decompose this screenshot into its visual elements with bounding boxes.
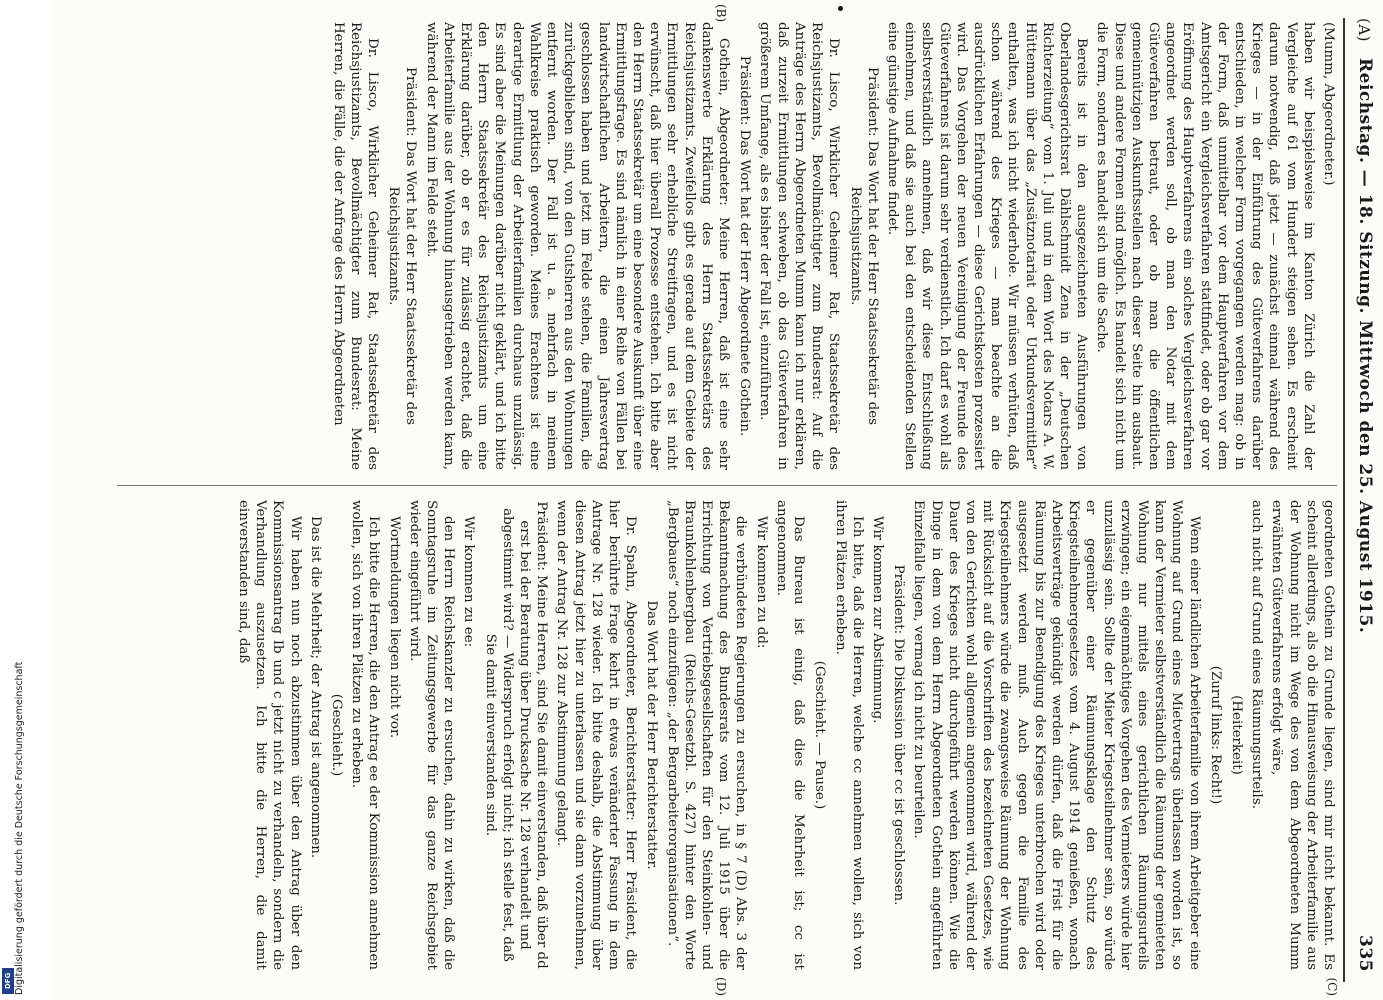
digitization-credit-strip: [0, 0, 25, 1000]
paragraph: (Heiterkeit): [1228, 695, 1244, 775]
paragraph: Präsident: Das Wort hat der Herr Staatssekretär des Reichsjustizamts.: [386, 66, 419, 426]
left-column: [117, 22, 1337, 470]
paragraph: Wir kommen zur Abstimmung.: [869, 516, 885, 724]
paragraph: Das ist die Mehrheit; der Antrag ist angenommen.: [307, 516, 323, 859]
paragraph: Dr. Lisco, Wirklicher Geheimer Rat, Staatssekretär des Reichsjustizamts, Bevollmächtigter zum Bundesrat: Meine Herren, die Fälle, die der Anfrage des Herrn Abgeordneten: [330, 22, 381, 470]
paragraph: (Zuruf links: Recht!): [1207, 665, 1223, 805]
digitization-credit: Digitalisierung gefördert durch die Deutsche Forschungsgemeinschaft: [14, 661, 25, 995]
paragraph: Ich bitte die Herren, die den Antrag ee der Kommission annehmen wollen, sich von ihren Plätzen zu erheben.: [349, 500, 382, 970]
paragraph: Wir haben nun noch abzustimmen über den Antrag über den Kommissionsantrag Ib und c jetzt nicht zu verhandeln, sondern die Verhandlung auszusetzen. Ich bitte die Herren, die damit einverstanden sind, daß: [236, 500, 303, 970]
paragraph: auch nicht auf Grund eines Räumungsurteils.: [1249, 500, 1265, 809]
page-number: 335: [1355, 935, 1375, 972]
paragraph: den Herrn Reichskanzler zu ersuchen, dahin zu wirken, daß die Sonntagsruhe im Zeitungsgewerbe für das ganze Reichsgebiet wieder eingeführt wird.: [406, 500, 457, 970]
column-divider: [117, 485, 1337, 486]
dfg-logo: DFG: [2, 968, 14, 994]
paragraph: die verbündeten Regierungen zu ersuchen, in § 7 (D) Abs. 3 der Bekanntmachung des Bundesrats vom 12. Juli 1915 über die Errichtung von Vertriebsgesellschaften für den Steinkohlen- und Braunkohlenbergbau (Reichs-Gesetzbl. S. 427) hinter den Worte „Bergbaues“ noch einzufügen: „der Bergarbeiterorganisationen“.: [664, 500, 749, 970]
paragraph: Gothein, Abgeordneter: Meine Herren, daß ist eine sehr dankenswerte Erklärung des Herrn Staatssekretärs des Reichsjustizamts. Zweifellos gibt es gerade auf dem Gebiete der Ermittlungen sehr erhebliche Streitfragen, und es ist nicht erwünscht, daß hier überall Prozesse entstehen. Ich bitte aber den Herrn Staatssekretär um eine besondere Auskunft über eine Ermittlungsfrage. Es sind nämlich in einer Reihe von Fällen bei landwirtschaftlichen Arbeitern, die einen Jahresvertrag geschlossen haben und jetzt im Felde stehen, die Familien, die zurückgeblieben sind, von den Gutsherren aus den Wohnungen entfernt worden. Der Fall ist u. a. mehrfach in meinem Wahlkreise praktisch geworden. Meines Erachtens ist eine derartige Ermittlung der Arbeiterfamilien durchaus unzulässig. Es sind aber die Meinungen darüber nicht geklärt, und ich bitte den Herrn Staatssekretär des Reichsjustizamts um eine Erklärung darüber, ob er es für zulässig erachtet, daß die Arbeiterfamilie aus der Wohnung hinausgetrieben werden kann, während der Mann im Felde steht.: [423, 22, 732, 470]
document-page: [53, 0, 1383, 1000]
paragraph: geordneten Gothein zu Grunde liegen, sind mir nicht bekannt. Es scheint allerdings, als ob die Hinausweisung der Arbeiterfamilie aus der Wohnung nicht im Wege des von dem Abgeordneten Mumm erwähnten Güteverfahrens erfolgt wäre,: [1269, 500, 1336, 970]
paragraph: Wortmeldungen liegen nicht vor.: [386, 516, 402, 739]
paragraph: Das Wort hat der Herr Berichterstatter.: [644, 600, 660, 870]
paragraph: haben wir beispielsweise im Kanton Zürich die Zahl der Vergleiche auf 61 vom Hundert steigen sehen. Es erscheint darum notwendig, daß jetzt — zunächst einmal während des Krieges — in der Einführung des Güteverfahrens darüber entschieden, in welcher Form vorgegangen werden mag: ob in der Form, daß unmittelbar vor dem Hauptverfahren vor dem Amtsgericht ein Vergleichsverfahren stattfindet, oder ob gar vor Eröffnung des Hauptverfahrens ein solches Vergleichsverfahren angeordnet werden soll, ob man den Notar mit dem Güteverfahren betraut, oder ob man die öffentlichen gemeinnützigen Auskunftsstellen nach dieser Seite hin ausbaut. Diese und andere Formen sind möglich. Es handelt sich nicht um die Form, sondern es handelt sich um die Sache.: [1094, 22, 1316, 470]
margin-marker-c: (C): [1325, 977, 1339, 996]
paragraph: Wir kommen zu dd:: [753, 516, 769, 649]
margin-bullet: [838, 6, 843, 11]
paragraph: Wenn einer ländlichen Arbeiterfamilie von ihrem Arbeitgeber eine Wohnung auf Grund eines Mietvertrags überlassen worden ist, so kann der Vermieter selbstverständlich die Räumung der gemieteten Wohnung nur mittels eines gerichtlichen Räumungsurteils erzwingen; ein eigenmächtiges Vorgehen des Vermieters würde hier unzulässig sein. Sollte der Mieter Kriegsteilnehmer sein, so würde er gegenüber einer Räumungsklage den Schutz des Kriegsteilnehmergesetzes vom 4. August 1914 genießen, wonach Arbeitsverträge gekündigt werden dürfen, daß die Frist für die Räumung bis zur Beendigung des Krieges unterbrochen wird oder ausgesetzt werden muß. Auch gegen die Familie des Kriegsteilnehmers würde die zwangsweise Räumung der Wohnung mit Rücksicht auf die Vorschriften des bezeichneten Gesetzes, wie von den Gerichten wohl allgemein angenommen wird, während der Dauer des Krieges nicht durchgeführt werden können. Wie die Dinge in dem von dem Herrn Abgeordneten Gothein angeführten Einzelfalle liegen, vermag ich nicht zu beurteilen.: [911, 500, 1202, 970]
paragraph: Präsident: Das Wort hat der Herr Staatssekretär des Reichsjustizamts.: [847, 66, 880, 426]
paragraph: Das Bureau ist einig, daß dies die Mehrheit ist; cc ist angenommen.: [773, 500, 807, 970]
margin-marker-a: (A): [1355, 18, 1373, 43]
paragraph: Präsident: Die Diskussion über cc ist geschlossen.: [891, 564, 907, 906]
margin-marker-b: (B): [714, 4, 728, 23]
paragraph: (Geschieht. — Pause.): [812, 660, 828, 810]
right-column: [117, 500, 1337, 970]
paragraph: (Mumm, Abgeordneter.): [1321, 22, 1336, 186]
margin-marker-d: (D): [714, 977, 728, 996]
paragraph: Dr. Spahn, Abgeordneter, Berichterstatter: Herr Präsident, die hier berührte Frage kehrt in etwas veränderter Fassung in dem Antrage Nr. 128 wieder. Ich bitte deshalb, die Abstimmung über diesen Antrag jetzt hier zu unterlassen und sie dann vorzunehmen, wenn der Antrag Nr. 128 zur Abstimmung gelangt.: [554, 500, 639, 970]
paragraph: Dr. Lisco, Wirklicher Geheimer Rat, Staatssekretär des Reichsjustizamts, Bevollmächtigter zum Bundesrat: Auf die Anträge des Herrn Abgeordneten Mumm kann ich nur erklären, daß zurzeit Ermittlungen schweben, ob das Güteverfahren in größerem Umfange, als es bisher der Fall ist, einzuführen.: [757, 22, 842, 470]
paragraph: (Geschieht.): [329, 693, 345, 777]
paragraph: Wir kommen zu ee:: [461, 516, 477, 648]
paragraph: Bereits ist in den ausgezeichneten Ausführungen von Oberlandesgerichtsrat Dählschmidt Zena in der „Deutschen Richterzeitung“ vom 1. Juli und in dem Wort des Notars A. W. Hüttemann über das „Zusätznotariat oder Urkundsvermittler“ enthalten, was ich nicht wiederhole. Wir müssen verhüten, daß schon während des Krieges — man beachte an die ausdrücklichen Erfahrungen — diese Gerichtskosten prozessiert wird. Das Vorgehen der neuen Vereinigung der Freunde des Güteverfahrens ist darum sehr verdienstlich. Ich darf es wohl als selbstverständlich annehmen, daß wir diese Entschließung einnehmen, und daß sie auch bei den entscheidenden Stellen eine günstige Aufnahme findet.: [884, 22, 1090, 470]
page-running-title: Reichstag. — 18. Sitzung. Mittwoch den 25. August 1915.: [1355, 58, 1375, 634]
paragraph: Präsident: Das Wort hat der Herr Abgeordnete Gothein.: [737, 55, 753, 437]
page-header: [1349, 18, 1377, 982]
paragraph: Präsident: Meine Herren, sind Sie damit einverstanden, daß über dd erst bei der Beratung über Drucksache Nr. 128 verhandelt und abgestimmt wird? — Widerspruch erfolgt nicht; ich stelle fest, daß Sie damit einverstanden sind.: [482, 501, 550, 969]
paragraph: Ich bitte, daß die Herren, welche cc annehmen wollen, sich von ihren Plätzen erheben.: [832, 500, 865, 970]
header-rule: [1343, 18, 1345, 982]
